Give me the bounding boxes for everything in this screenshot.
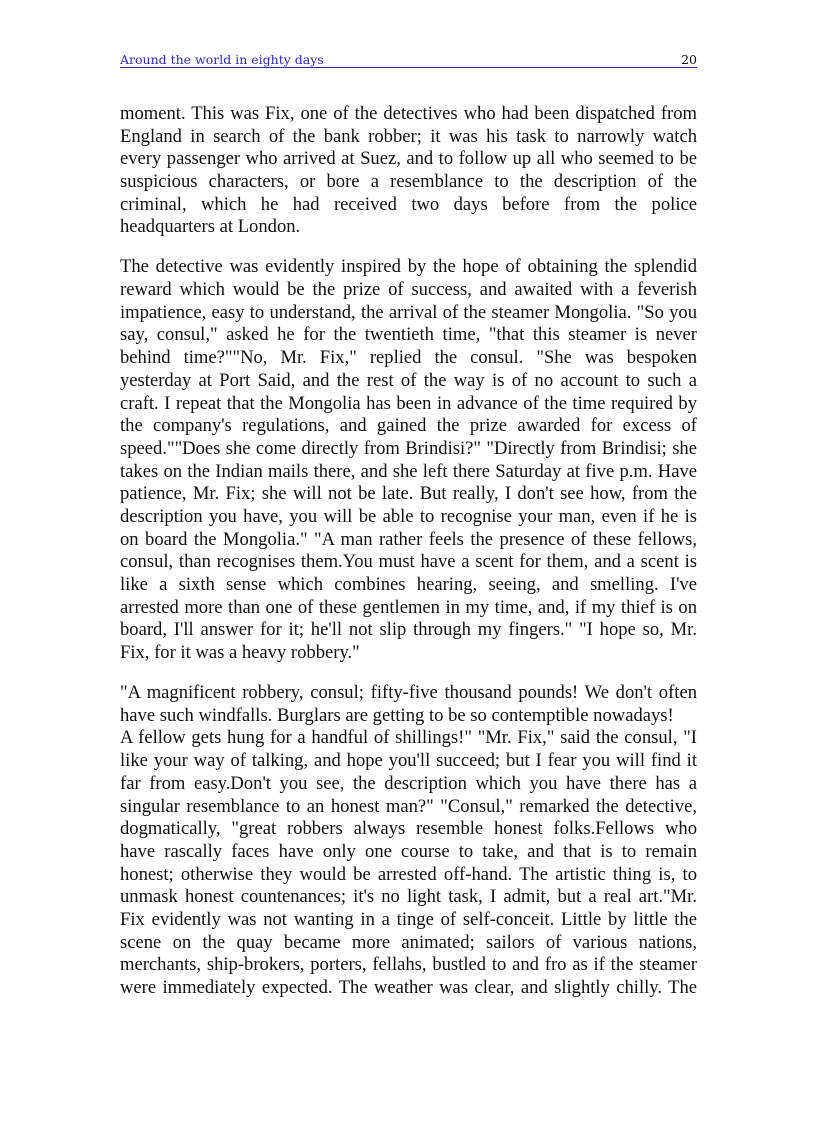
paragraph [120,103,697,239]
text-line: singular resemblance to an honest man?" "Consul," remarked the detective, [120,795,697,817]
text-line: Fix, for it was a heavy robbery." [120,642,360,664]
text-line: headquarters at London. [120,216,301,238]
text-line: A fellow gets hung for a handful of shillings!" "Mr. Fix," said the consul, "I [120,727,697,749]
text-line: unmask honest countenances; it's no light task, I admit, but a real art."Mr. [120,886,697,908]
text-line: scene on the quay became more animated; sailors of various nations, [120,931,697,953]
page-number: 20 [681,52,697,67]
text-line: have rascally faces have only one course to take, and that is to remain [120,840,697,862]
page-body [120,103,697,1000]
text-line: reward which would be the prize of success, and awaited with a feverish [120,279,697,301]
text-line: The detective was evidently inspired by the hope of obtaining the splendid [120,256,697,278]
text-line: criminal, which he had received two days before from the police [120,193,697,215]
text-line: every passenger who arrived at Suez, and to follow up all who seemed to be [120,148,697,170]
text-line: dogmatically, "great robbers always resemble honest folks.Fellows who [120,818,697,840]
text-line: the company's regulations, and gained the prize awarded for excess of [120,415,697,437]
text-line: "A magnificent robbery, consul; fifty-five thousand pounds! We don't often [120,682,697,704]
text-line: yesterday at Port Said, and the rest of the way is of no account to such a [120,369,697,391]
text-line: craft. I repeat that the Mongolia has been in advance of the time required by [120,392,697,414]
text-line: takes on the Indian mails there, and she left there Saturday at five p.m. Have [120,460,697,482]
text-line: on board the Mongolia." "A man rather feels the presence of these fellows, [120,528,697,550]
text-line: board, I'll answer for it; he'll not slip through my fingers." "I hope so, Mr. [120,619,697,641]
text-line: Fix evidently was not wanting in a tinge of self-conceit. Little by little the [120,908,697,930]
text-line: description you have, you will be able to recognise your man, even if he is [120,505,697,527]
running-header [120,53,697,68]
text-line: say, consul," asked he for the twentieth time, "that this steamer is never [120,324,697,346]
text-line: honest; otherwise they would be arrested off-hand. The artistic thing is, to [120,863,697,885]
text-line: have such windfalls. Burglars are getting to be so contemptible nowadays! [120,704,674,726]
text-line: patience, Mr. Fix; she will not be late. But really, I don't see how, from the [120,483,697,505]
text-line: like your way of talking, and hope you'll succeed; but I fear you will find it [120,750,697,772]
text-line: were immediately expected. The weather was clear, and slightly chilly. The [120,977,697,999]
text-line: impatience, easy to understand, the arrival of the steamer Mongolia. "So you [120,301,697,323]
text-line: arrested more than one of these gentlemen in my time, and, if my thief is on [120,596,697,618]
text-line: moment. This was Fix, one of the detectives who had been dispatched from [120,103,697,124]
text-line: far from easy.Don't you see, the description which you have there has a [120,772,697,794]
text-line: merchants, ship-brokers, porters, fellahs, bustled to and fro as if the steamer [120,954,697,976]
text-line: behind time?""No, Mr. Fix," replied the consul. "She was bespoken [120,347,697,369]
text-line: like a sixth sense which combines hearing, seeing, and smelling. I've [120,574,697,596]
text-line: speed.""Does she come directly from Brindisi?" "Directly from Brindisi; she [120,437,697,459]
text-line: England in search of the bank robber; it was his task to narrowly watch [120,125,697,147]
paragraph [120,256,697,664]
running-header-title: Around the world in eighty days [120,52,324,67]
text-line: consul, than recognises them.You must have a scent for them, and a scent is [120,551,697,573]
text-line: suspicious characters, or bore a resemblance to the description of the [120,171,697,193]
paragraph [120,682,697,1000]
